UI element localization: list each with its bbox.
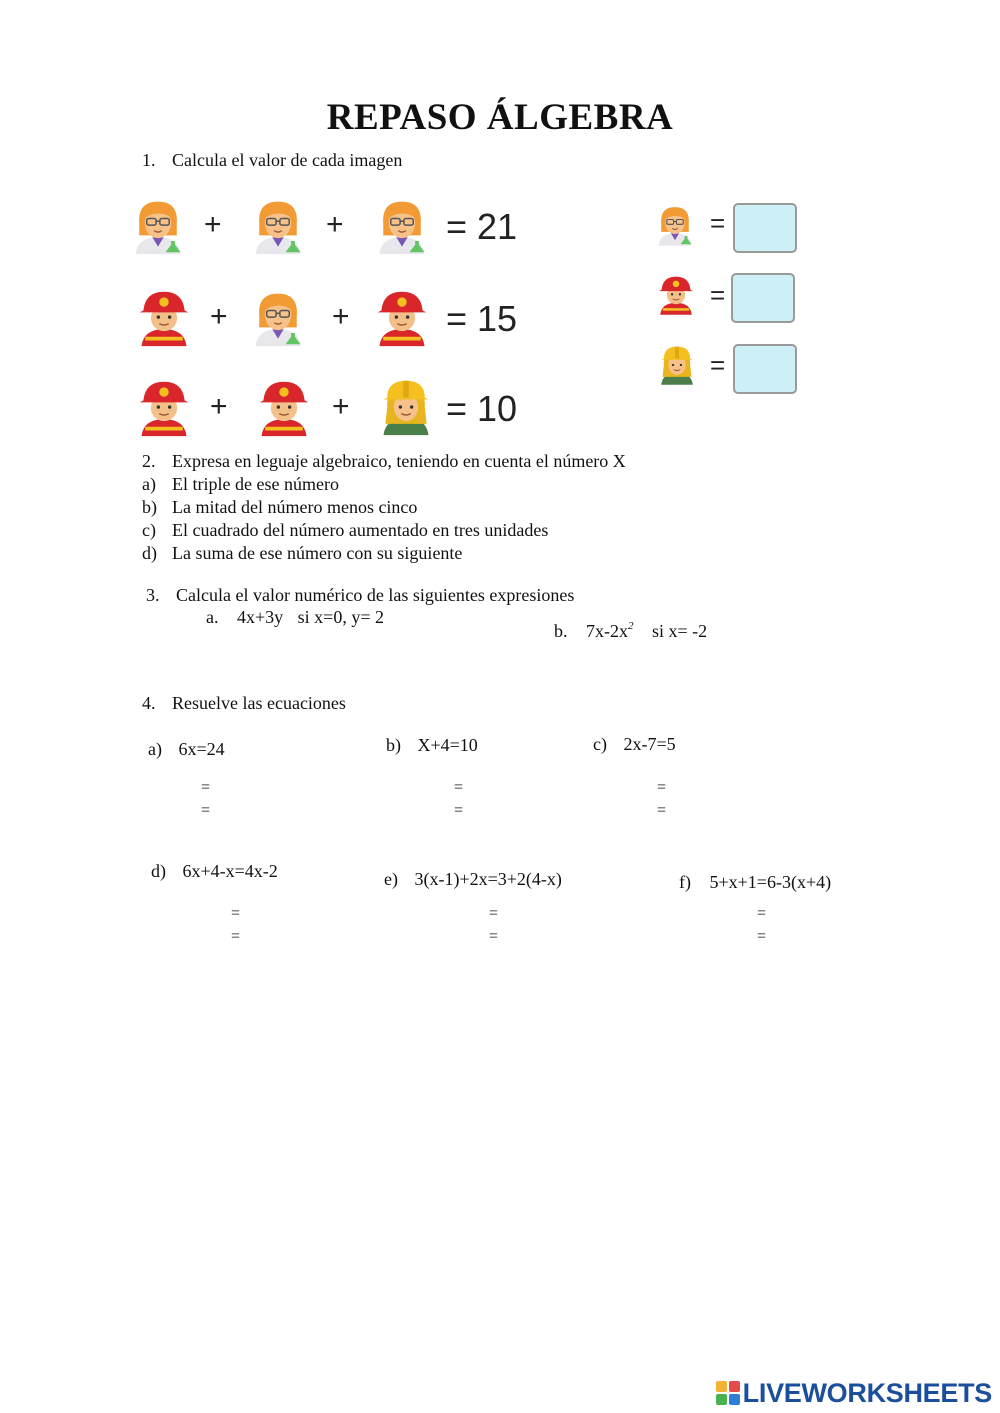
equals-line: = [201,802,211,819]
firefighter-icon [372,288,432,348]
item-text: La suma de ese número con su siguiente [172,543,463,563]
equation-letter: c) [593,734,607,754]
equation-c [593,734,676,755]
equals-line: = [757,905,767,922]
liveworksheets-brand: LIVEWORKSHEETS [742,1377,992,1408]
item-text: La mitad del número menos cinco [172,497,418,517]
item-letter: c) [142,520,156,540]
equation-letter: d) [151,861,166,881]
question-2 [142,451,626,472]
firefighter-icon [254,378,314,438]
equation-expression: 5+x+1=6-3(x+4) [709,872,832,892]
item-text: El cuadrado del número aumentado en tres unidades [172,520,549,540]
row-2-result: = 15 [446,298,518,339]
row-3-result: = 10 [446,388,518,429]
equals-sign: = [710,208,726,238]
question-3-text: Calcula el valor numérico de las siguientes expresiones [176,585,575,605]
emoji-puzzle [128,180,558,442]
row-1-result: = 21 [446,206,518,247]
scientist-icon [248,288,308,348]
equation-expression: 6x+4-x=4x-2 [182,861,278,881]
equals-line: = [454,802,464,819]
expression-formula: 4x+3y [237,607,284,627]
equation-letter: e) [384,869,398,889]
expression-formula: 7x-2x [586,621,628,641]
scientist-icon [372,196,432,256]
firefighter-icon [134,288,194,348]
firefighter-icon [134,378,194,438]
firefighter-icon [655,272,697,318]
question-2-text: Expresa en leguaje algebraico, teniendo en cuenta el número X [172,451,626,471]
plus-sign: + [326,208,344,241]
question-3 [146,585,574,606]
list-item [142,543,462,564]
equation-letter: b) [386,735,401,755]
equals-line: = [201,779,211,796]
equation-b [386,735,478,756]
equation-a [148,739,225,760]
equals-line: = [454,779,464,796]
equation-letter: a) [148,739,162,759]
equation-f [679,872,831,893]
scientist-icon [248,196,308,256]
question-2-number: 2. [142,451,156,471]
construction-worker-icon [656,342,698,388]
equals-line: = [231,905,241,922]
liveworksheets-logo [715,1378,992,1408]
item-letter: b) [142,497,157,517]
expression-condition: si x= -2 [652,621,708,641]
firefighter-answer-input[interactable] [731,273,795,323]
expression-letter: b. [554,621,568,641]
expression-condition: si x=0, y= 2 [297,607,384,627]
equals-line: = [489,928,499,945]
scientist-icon [653,202,697,248]
plus-sign: + [332,300,350,333]
equals-line: = [657,802,667,819]
item-text: El triple de ese número [172,474,339,494]
equation-letter: f) [679,872,691,892]
question-4-text: Resuelve las ecuaciones [172,693,346,713]
expression-exponent: 2 [628,620,634,632]
expression-b [554,620,707,642]
equation-expression: 3(x-1)+2x=3+2(4-x) [414,869,562,889]
equals-sign: = [710,280,726,310]
question-1 [142,150,402,171]
question-1-number: 1. [142,150,156,170]
liveworksheets-logo-icon [715,1380,741,1406]
equals-line: = [657,779,667,796]
list-item [142,520,548,541]
plus-sign: + [332,390,350,423]
list-item [142,497,417,518]
equals-line: = [489,905,499,922]
question-1-text: Calcula el valor de cada imagen [172,150,403,170]
equation-expression: 2x-7=5 [623,734,676,754]
question-4-number: 4. [142,693,156,713]
plus-sign: + [210,390,228,423]
equals-line: = [757,928,767,945]
equation-expression: 6x=24 [178,739,225,759]
question-4 [142,693,346,714]
scientist-answer-input[interactable] [733,203,797,253]
equation-e [384,869,562,890]
equals-sign: = [710,350,726,380]
equation-expression: X+4=10 [417,735,478,755]
expression-letter: a. [206,607,219,627]
plus-sign: + [204,208,222,241]
plus-sign: + [210,300,228,333]
item-letter: d) [142,543,157,563]
worker-answer-input[interactable] [733,344,797,394]
equals-line: = [231,928,241,945]
list-item [142,474,339,495]
construction-worker-icon [376,376,436,438]
equation-d [151,861,278,882]
item-letter: a) [142,474,156,494]
page-title: REPASO ÁLGEBRA [326,97,674,138]
scientist-icon [128,196,188,256]
question-3-number: 3. [146,585,160,605]
expression-a [206,607,384,628]
